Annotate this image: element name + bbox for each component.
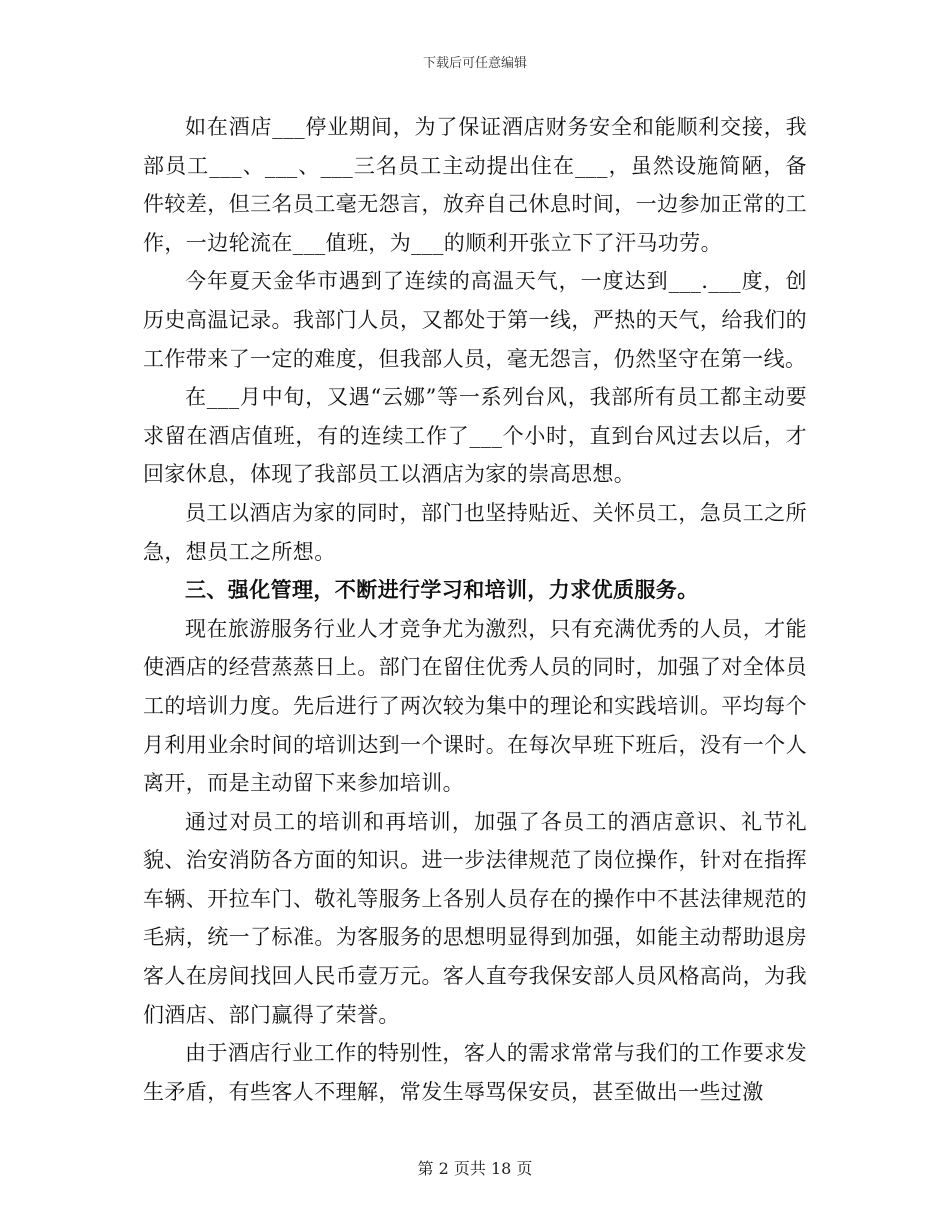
paragraph: 今年夏天金华市遇到了连续的高温天气，一度达到___.___度，创历史高温记录。我部门人员，又都处于第一线，严热的天气，给我们的工作带来了一定的难度，但我部人员，毫无怨言，仍然坚守在第一线。 [143, 269, 807, 371]
paragraph: 如在酒店___停业期间，为了保证酒店财务安全和能顺利交接，我部员工___、___、___三名员工主动提出住在___，虽然设施简陋，备件较差，但三名员工毫无怨言，放弃自己休息时间，一边参加正常的工作，一边轮流在___值班，为___的顺利开张立下了汗马功劳。 [143, 115, 807, 255]
section-heading: 三、强化管理，不断进行学习和培训，力求优质服务。 [185, 577, 699, 603]
paragraph: 现在旅游服务行业人才竞争尤为激烈，只有充满优秀的人员，才能使酒店的经营蒸蒸日上。部门在留住优秀人员的同时，加强了对全体员工的培训力度。先后进行了两次较为集中的理论和实践培训。平均每个月利用业余时间的培训达到一个课时。在每次早班下班后，没有一个人离开，而是主动留下来参加培训。 [143, 616, 807, 796]
paragraph: 员工以酒店为家的同时，部门也坚持贴近、关怀员工，急员工之所急，想员工之所想。 [143, 500, 807, 564]
paragraph: 通过对员工的培训和再培训，加强了各员工的酒店意识、礼节礼貌、治安消防各方面的知识。进一步法律规范了岗位操作，针对在指挥车辆、开拉车门、敬礼等服务上各别人员存在的操作中不甚法律规范的毛病，统一了标准。为客服务的思想明显得到加强，如能主动帮助退房客人在房间找回人民币壹万元。客人直夸我保安部人员风格高尚，为我们酒店、部门赢得了荣誉。 [143, 809, 807, 1027]
document-body [143, 108, 807, 1111]
paragraph: 由于酒店行业工作的特别性，客人的需求常常与我们的工作要求发生矛盾，有些客人不理解，常发生辱骂保安员，甚至做出一些过激 [143, 1041, 807, 1104]
page-header-note: 下载后可任意编辑 [422, 56, 527, 71]
page-number-footer: 第 2 页共 18 页 [417, 1159, 533, 1178]
paragraph: 在___月中旬，又遇“云娜”等一系列台风，我部所有员工都主动要求留在酒店值班，有的连续工作了___个小时，直到台风过去以后，才回家休息，体现了我部员工以酒店为家的崇高思想。 [143, 385, 807, 487]
